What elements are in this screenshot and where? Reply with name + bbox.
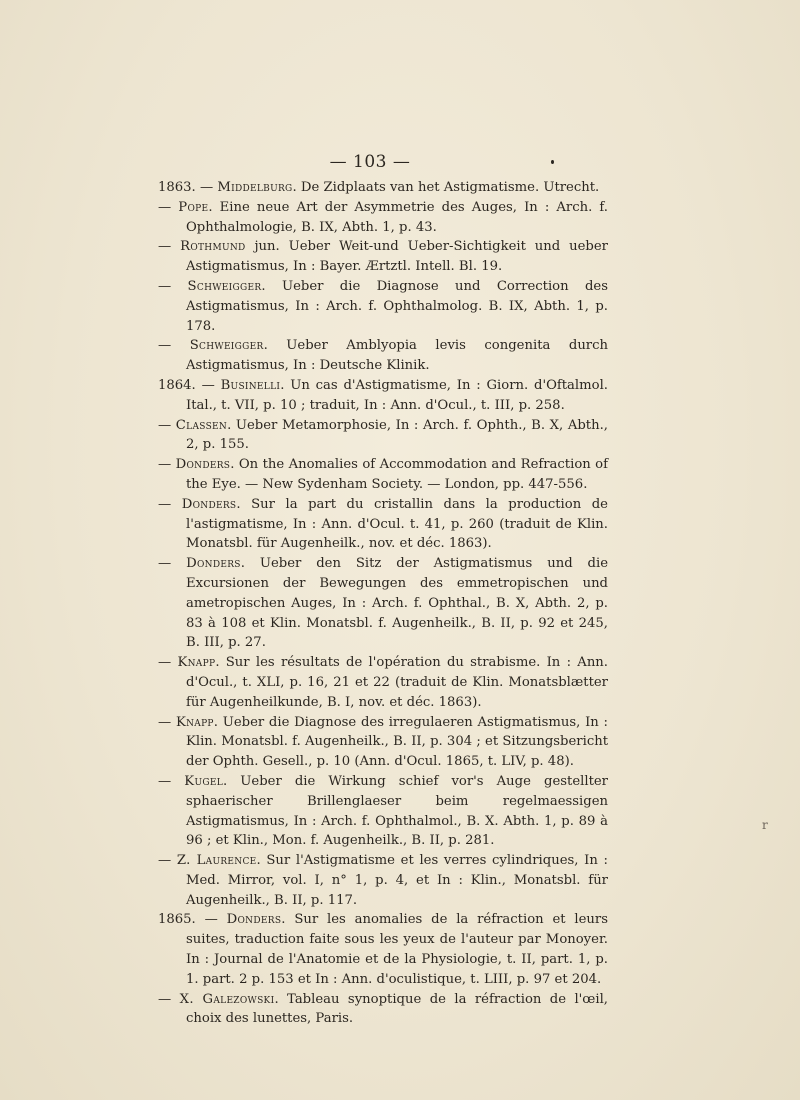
- bibliography-entry: 1863. — Middelburg. De Zidplaats van het Astigmatisme. Utrecht.: [158, 180, 600, 195]
- page-number: — 103 —: [329, 152, 411, 172]
- author-name: Donders: [186, 556, 241, 572]
- author-name: Kugel: [184, 773, 223, 789]
- bibliography-entry: — Knapp. Sur les résultats de l'opération du strabisme. In : Ann. d'Ocul., t. XLI, p. 16, 21 et 22 (traduit de Klin. Monatsblætter für Augenheilkunde, B. I, nov. et déc. 1863).: [158, 655, 608, 710]
- bibliography-entry: — Rothmund jun. Ueber Weit-und Ueber-Sichtigkeit und ueber Astigmatismus, In : Bayer. Ærtztl. Intell. Bl. 19.: [158, 239, 608, 275]
- author-name: Middelburg: [217, 180, 293, 195]
- bibliography-entry: — Schweigger. Ueber die Diagnose und Correction des Astigmatismus, In : Arch. f. Ophthalmolog. B. IX, Abth. 1, p. 178.: [158, 278, 608, 334]
- author-name: Donders: [181, 496, 237, 512]
- bibliography-entry: — Kugel. Ueber die Wirkung schief vor's Auge gestellter sphaerischer Brillenglaeser beim regelmaessigen Astigmatismus, In : Arch. f. Ophthalmol., B. X. Abth. 1, p. 89 à 96 ; et Klin., Mon. f. Augenheilk., B. II, p. 281.: [158, 773, 608, 849]
- author-name: Z. Laurence: [176, 853, 257, 869]
- bibliography-entry: — Donders. On the Anomalies of Accommodation and Refraction of the Eye. — New Sydenham Society. — London, pp. 447-556.: [158, 457, 608, 492]
- bibliography-entry: 1864. — Businelli. Un cas d'Astigmatisme, In : Giorn. d'Oftalmol. Ital., t. VII, p. 10 ; traduit, In : Ann. d'Ocul., t. III, p. 258.: [158, 377, 608, 413]
- ink-speck: [551, 160, 554, 164]
- bibliography-entry: — X. Galezowski. Tableau synoptique de la réfraction de l'œil, choix des lunettes, Paris.: [158, 991, 608, 1027]
- author-name: Schweigger: [189, 338, 264, 354]
- author-name: Schweigger: [187, 278, 262, 294]
- author-name: Donders: [226, 912, 282, 928]
- author-name: Rothmund: [180, 239, 246, 255]
- bibliography-entry: — Schweigger. Ueber Amblyopia levis congenita durch Astigmatismus, In : Deutsche Klinik.: [158, 338, 608, 374]
- bibliography-entry: — Z. Laurence. Sur l'Astigmatisme et les verres cylindriques, In : Med. Mirror, vol. I, n° 1, p. 4, et In : Klin., Monatsbl. für Augenheilk., B. II, p. 117.: [158, 853, 608, 908]
- author-name: Businelli: [220, 377, 281, 393]
- bibliography-entry: 1865. — Donders. Sur les anomalies de la réfraction et leurs suites, traduction faite sous les yeux de l'auteur par Monoyer. In : Journal de l'Anatomie et de la Physiologie, t. II, part. 1, p. 1. part. 2 p. 153 et In : Ann. d'oculistique, t. LIII, p. 97 et 204.: [158, 912, 608, 987]
- author-name: X. Galezowski: [179, 991, 275, 1007]
- author-name: Classen: [175, 417, 228, 433]
- author-name: Knapp: [175, 714, 214, 730]
- bibliography-entry: — Pope. Eine neue Art der Asymmetrie des Auges, In : Arch. f. Ophthalmologie, B. IX, Abth. 1, p. 43.: [158, 199, 608, 235]
- bibliography-entry: — Classen. Ueber Metamorphosie, In : Arch. f. Ophth., B. X, Abth., 2, p. 155.: [158, 417, 608, 453]
- bibliography-entry: — Donders. Ueber den Sitz der Astigmatismus und die Excursionen der Bewegungen des emmetropischen und ametropischen Auges, In : Arch. f. Ophthal., B. X, Abth. 2, p. 83 à 108 et Klin. Monatsbl. f. Augenheilk., B. II, p. 92 et 245, B. III, p. 27.: [158, 556, 608, 651]
- bibliography-entry: — Donders. Sur la part du cristallin dans la production de l'astigmatisme, In : Ann. d'Ocul. t. 41, p. 260 (traduit de Klin. Monatsbl. für Augenheilk., nov. et déc. 1863).: [158, 496, 608, 552]
- author-name: Pope: [178, 199, 209, 215]
- author-name: Knapp: [177, 655, 216, 671]
- author-name: Donders: [175, 457, 231, 473]
- margin-mark: r: [762, 818, 768, 832]
- bibliography-list: [158, 178, 608, 1029]
- bibliography-entry: — Knapp. Ueber die Diagnose des irregulaeren Astigmatismus, In : Klin. Monatsbl. f. Augenheilk., B. II, p. 304 ; et Sitzungsbericht der Ophth. Gesell., p. 10 (Ann. d'Ocul. 1865, t. LIV, p. 48).: [158, 714, 608, 770]
